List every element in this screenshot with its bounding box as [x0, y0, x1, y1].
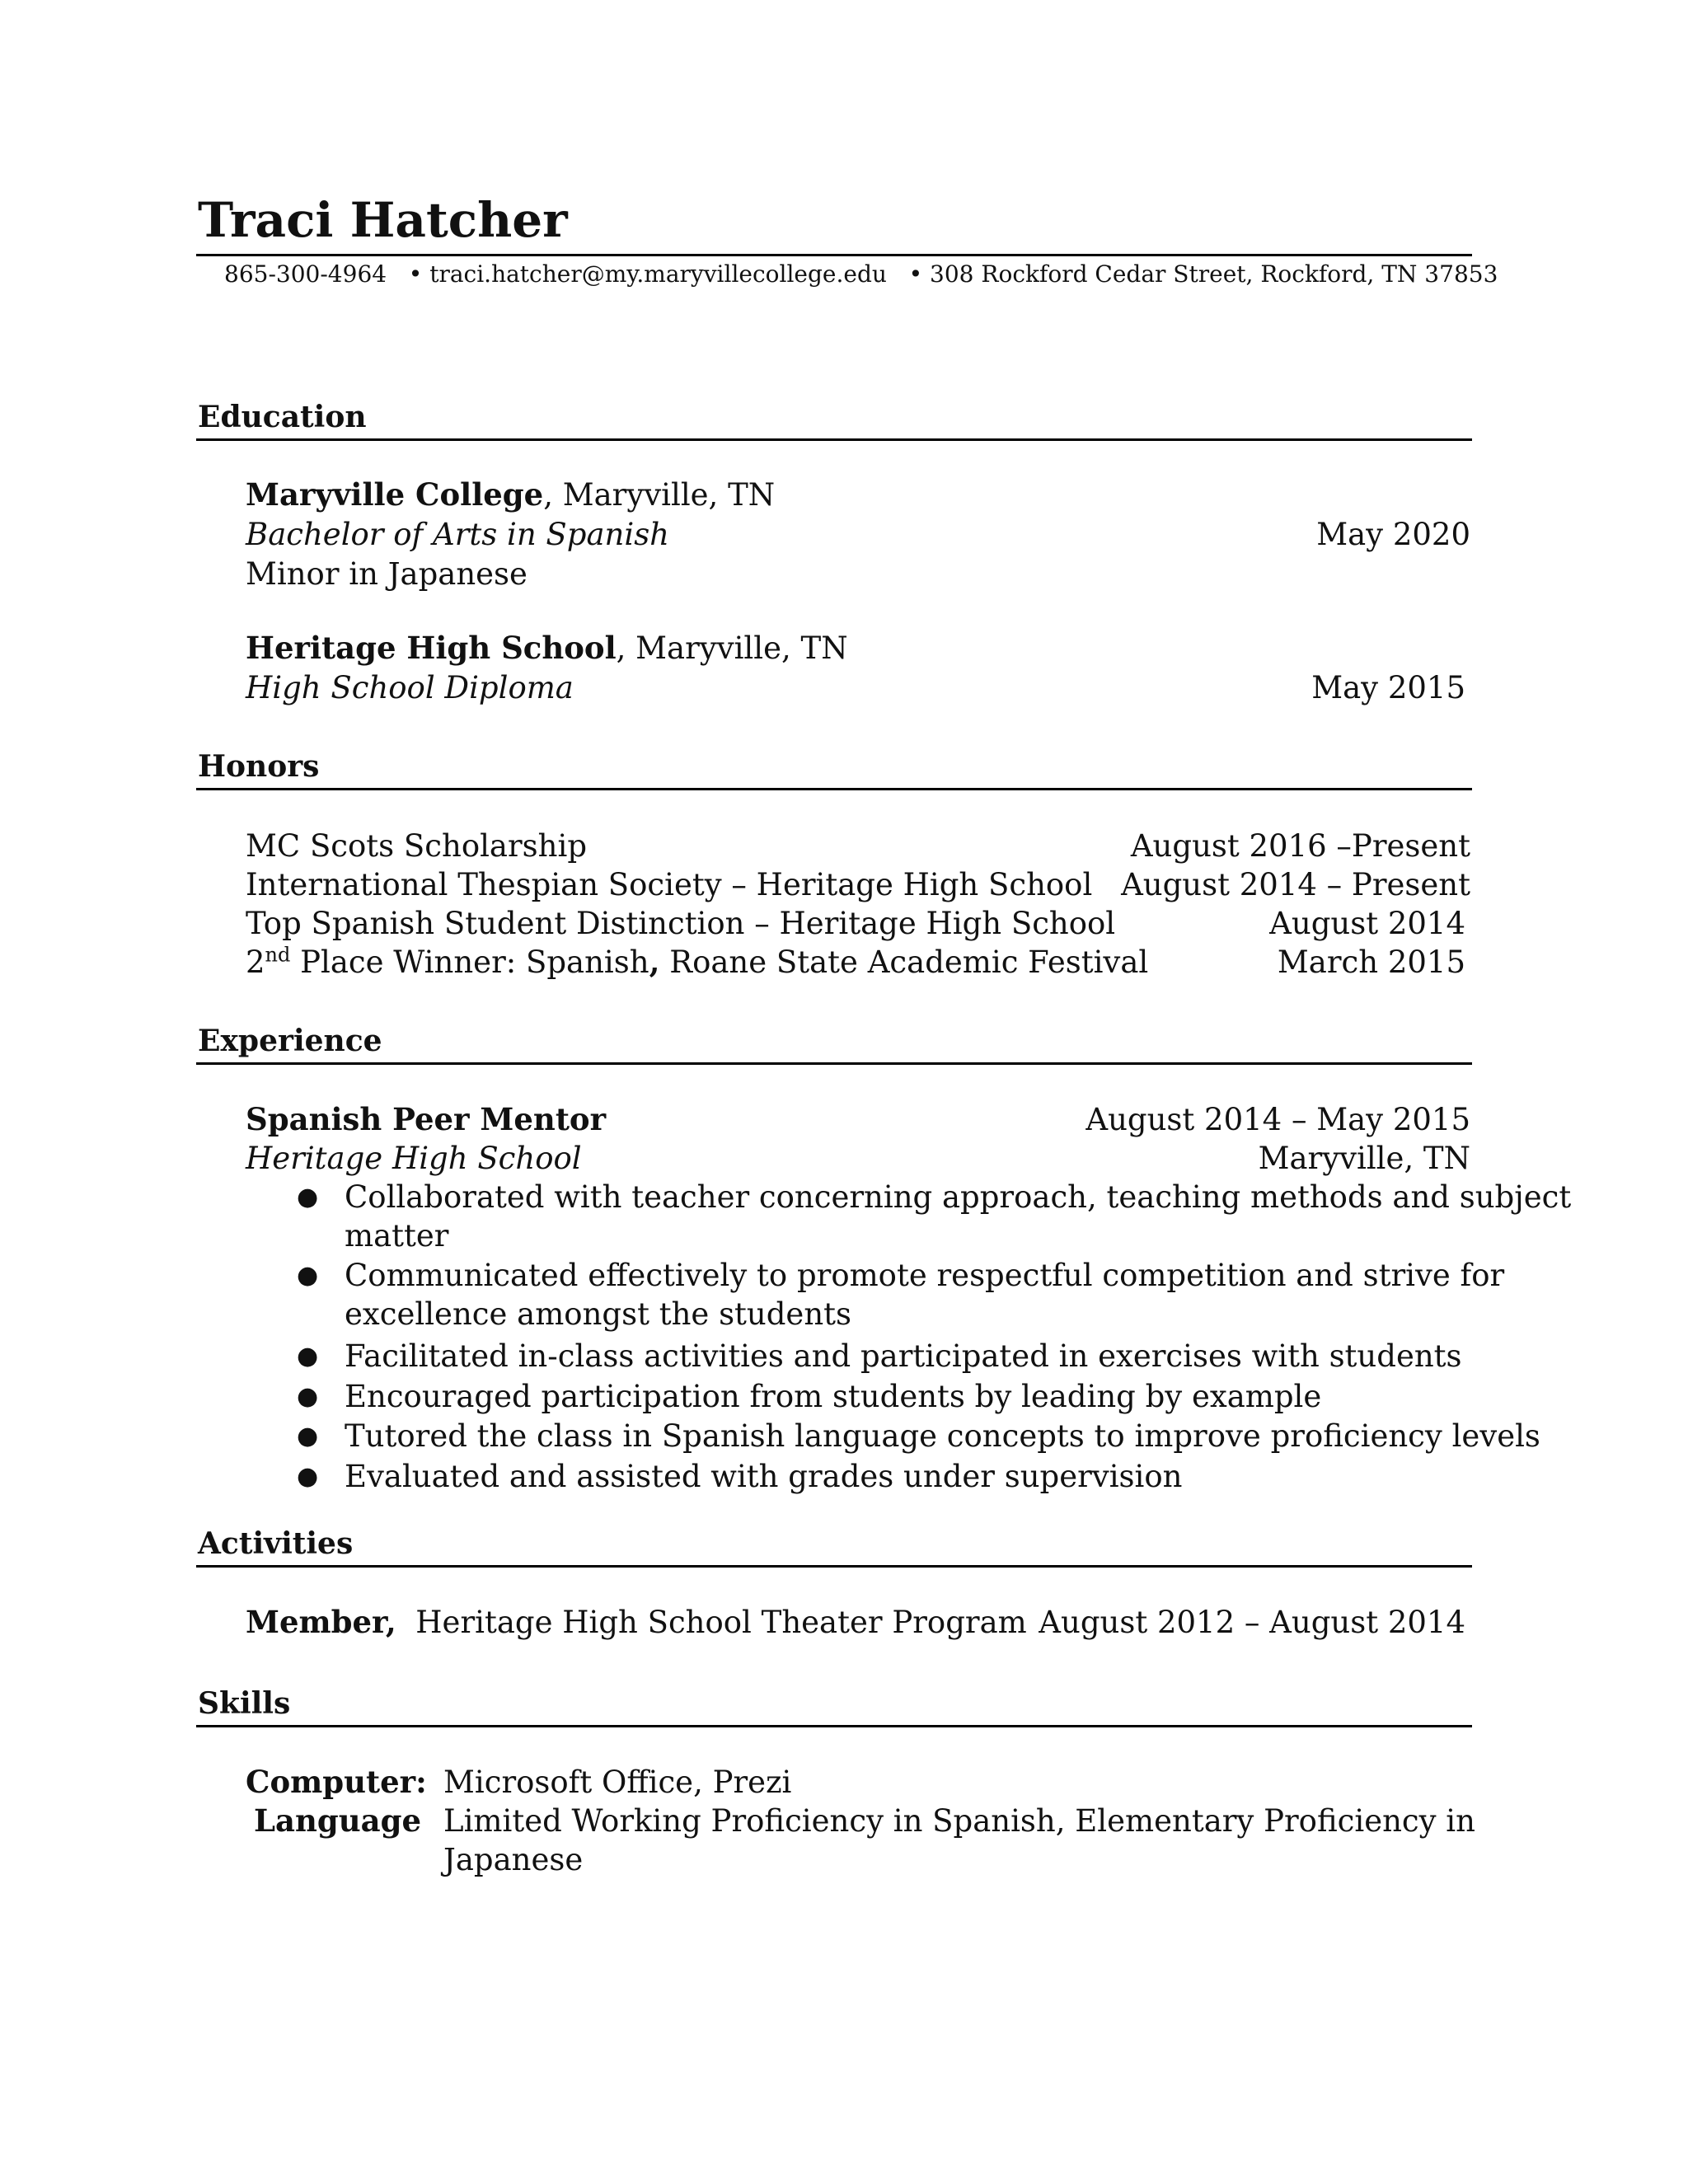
- education-entry-2: [246, 630, 848, 666]
- address: 308 Rockford Cedar Street, Rockford, TN 37853: [930, 260, 1498, 288]
- bullet-text: Evaluated and assisted with grades under supervision: [345, 1459, 1183, 1494]
- bullet-text: Tutored the class in Spanish language concepts to improve proficiency levels: [345, 1418, 1540, 1454]
- phone: 865-300-4964: [224, 260, 387, 288]
- honor-date: August 2016 –Present: [1130, 828, 1470, 864]
- place-number: 2: [246, 944, 265, 980]
- job-location: Maryville, TN: [1258, 1141, 1470, 1176]
- honor-text: Roane State Academic Festival: [659, 944, 1149, 980]
- activity-program: Heritage High School Theater Program: [415, 1605, 1027, 1640]
- place-suffix: nd: [265, 943, 291, 967]
- bullet-text: Encouraged participation from students by leading by example: [345, 1379, 1322, 1414]
- email: traci.hatcher@my.maryvillecollege.edu: [429, 260, 887, 288]
- skill-label-language: Language: [254, 1802, 422, 1839]
- job-title: Spanish Peer Mentor: [246, 1101, 607, 1137]
- section-divider: [196, 1062, 1472, 1065]
- separator-dot: •: [908, 260, 923, 288]
- job-dates: August 2014 – May 2015: [1085, 1102, 1470, 1137]
- name-divider: [196, 254, 1472, 256]
- honor-date: March 2015: [1277, 944, 1465, 980]
- bullet-text: Facilitated in-class activities and participated in exercises with students: [345, 1338, 1462, 1374]
- section-heading-skills: Skills: [198, 1686, 291, 1721]
- school-name: Maryville College: [246, 476, 544, 513]
- separator-dot: •: [408, 260, 423, 288]
- activity-role: Member,: [246, 1604, 396, 1640]
- section-heading-activities: Activities: [198, 1526, 354, 1561]
- bullet-icon: ●: [297, 1382, 319, 1411]
- honor-item: Top Spanish Student Distinction – Heritage High School: [246, 906, 1116, 941]
- section-divider: [196, 438, 1472, 441]
- bullet-icon: ●: [297, 1422, 319, 1451]
- resume-name: Traci Hatcher: [198, 192, 568, 248]
- contact-line: [224, 260, 1498, 288]
- honor-text: Place Winner: Spanish: [290, 944, 649, 980]
- section-heading-education: Education: [198, 400, 367, 434]
- honor-item: [246, 943, 1149, 980]
- bullet-text: Collaborated with teacher concerning approach, teaching methods and subject: [345, 1179, 1572, 1215]
- bullet-icon: ●: [297, 1183, 319, 1212]
- skill-label-computer: Computer:: [246, 1764, 427, 1800]
- section-divider: [196, 788, 1472, 790]
- bullet-text: matter: [345, 1218, 449, 1254]
- school-location: , Maryville, TN: [616, 630, 848, 666]
- bullet-icon: ●: [297, 1261, 319, 1290]
- minor: Minor in Japanese: [246, 556, 528, 592]
- honor-item: MC Scots Scholarship: [246, 828, 588, 864]
- honor-date: August 2014: [1269, 906, 1465, 941]
- degree: High School Diploma: [246, 670, 574, 705]
- degree-date: May 2015: [1311, 670, 1465, 705]
- section-divider: [196, 1565, 1472, 1568]
- skill-value-language: Limited Working Proficiency in Spanish, Elementary Proficiency in: [443, 1803, 1475, 1839]
- activity-dates: August 2012 – August 2014: [1039, 1605, 1465, 1640]
- activity-item: [246, 1604, 1027, 1640]
- job-organization: Heritage High School: [246, 1141, 582, 1176]
- skill-value-computer: Microsoft Office, Prezi: [443, 1765, 792, 1800]
- bullet-icon: ●: [297, 1342, 319, 1371]
- honor-comma: ,: [649, 944, 660, 980]
- section-heading-experience: Experience: [198, 1024, 382, 1058]
- honor-item: International Thespian Society – Heritage High School: [246, 867, 1093, 902]
- bullet-text: Communicated effectively to promote respectful competition and strive for: [345, 1258, 1505, 1293]
- bullet-text: excellence amongst the students: [345, 1296, 852, 1332]
- education-entry-1: [246, 476, 776, 513]
- skill-value-language-cont: Japanese: [443, 1842, 584, 1877]
- section-divider: [196, 1725, 1472, 1727]
- bullet-icon: ●: [297, 1462, 319, 1491]
- degree: Bachelor of Arts in Spanish: [246, 517, 670, 552]
- honor-date: August 2014 – Present: [1121, 867, 1470, 902]
- degree-date: May 2020: [1316, 517, 1470, 552]
- school-name: Heritage High School: [246, 630, 617, 666]
- school-location: , Maryville, TN: [543, 477, 776, 513]
- section-heading-honors: Honors: [198, 749, 320, 784]
